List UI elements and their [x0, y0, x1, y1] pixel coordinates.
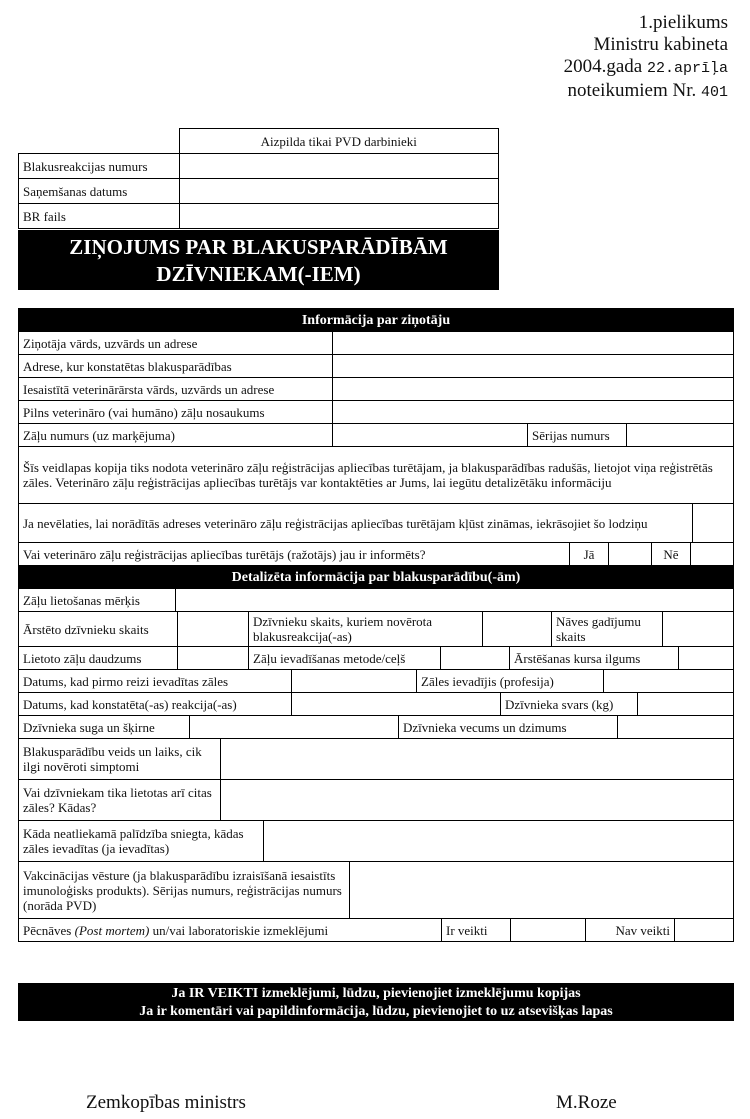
postmortem-label-b: (Post mortem) — [74, 922, 150, 938]
informed-yes-box[interactable] — [609, 543, 652, 566]
informed-no-box[interactable] — [691, 543, 734, 566]
vaccination-field[interactable] — [350, 862, 734, 919]
pvd-input-br-number[interactable] — [179, 154, 499, 179]
postmortem-done-box[interactable] — [511, 919, 586, 942]
narrative-table — [18, 738, 734, 821]
other-drugs-field[interactable] — [221, 780, 734, 821]
optout-table — [18, 503, 734, 543]
informed-yes-label: Jā — [570, 543, 609, 566]
reaction-type-field[interactable] — [221, 739, 734, 780]
postmortem-not-done-label: Nav veikti — [586, 919, 675, 942]
annex-number: 401 — [700, 84, 728, 101]
first-aid-label: Kāda neatliekamā palīdzība sniegta, kādas zāles ievadītas (ja ievadītas) — [19, 821, 264, 862]
purpose-table — [18, 588, 734, 612]
pvd-label-br-number: Blakusreakcijas numurs — [19, 154, 180, 179]
annex-line-4 — [564, 80, 728, 104]
pvd-input-br-file[interactable] — [179, 204, 499, 229]
amount-field[interactable] — [178, 647, 249, 670]
reporter-name-label: Ziņotāja vārds, uzvārds un adrese — [19, 332, 333, 355]
footer-line-2: Ja ir komentāri vai papildinformācija, lūdzu, pievienojiet to uz atsevišķas lapas — [139, 1004, 613, 1019]
deaths-count-field[interactable] — [663, 612, 734, 647]
deaths-count-label: Nāves gadījumu skaits — [552, 612, 663, 647]
vet-field[interactable] — [333, 378, 734, 401]
annex-line-3 — [564, 56, 728, 80]
product-name-field[interactable] — [333, 401, 734, 424]
postmortem-label-c: un/vai laboratoriskie izmeklējumi — [149, 922, 329, 938]
purpose-label: Zāļu lietošanas mērķis — [19, 589, 176, 612]
reaction-date-field[interactable] — [292, 693, 501, 716]
reporter-name-field[interactable] — [333, 332, 734, 355]
reacted-count-field[interactable] — [483, 612, 552, 647]
signature-name: M.Roze — [556, 1092, 617, 1113]
counts-table — [18, 611, 734, 647]
annex-line-3-prefix: 2004.gada — [563, 56, 643, 77]
postmortem-label — [19, 919, 442, 942]
age-field[interactable] — [618, 716, 734, 739]
administrator-label: Zāles ievadījis (profesija) — [417, 670, 604, 693]
amount-label: Lietoto zāļu daudzums — [19, 647, 178, 670]
form-title-line-2: DZĪVNIEKAM(-IEM) — [156, 262, 361, 286]
treated-count-field[interactable] — [178, 612, 249, 647]
purpose-field[interactable] — [176, 589, 734, 612]
pvd-label-br-file: BR fails — [19, 204, 180, 229]
reaction-address-field[interactable] — [333, 355, 734, 378]
species-table — [18, 715, 734, 739]
pvd-header: Aizpilda tikai PVD darbinieki — [179, 129, 499, 154]
pvd-input-received-date[interactable] — [179, 179, 499, 204]
species-label: Dzīvnieka suga un šķirne — [19, 716, 190, 739]
reaction-date-table — [18, 692, 734, 716]
pvd-label-received-date: Saņemšanas datums — [19, 179, 180, 204]
first-aid-table — [18, 820, 734, 862]
annex-date: 22.aprīļa — [646, 60, 728, 77]
form-title — [18, 230, 499, 290]
reporter-table — [18, 308, 734, 504]
first-date-label: Datums, kad pirmo reizi ievadītas zāles — [19, 670, 292, 693]
first-aid-field[interactable] — [264, 821, 734, 862]
series-number-label: Sērijas numurs — [528, 424, 627, 447]
details-header-table — [18, 565, 734, 589]
product-name-label: Pilns veterināro (vai humāno) zāļu nosaukums — [19, 401, 333, 424]
method-label: Zāļu ievadīšanas metode/ceļš — [249, 647, 441, 670]
pvd-office-table — [18, 128, 499, 229]
form-title-line-1: ZIŅOJUMS PAR BLAKUSPARĀDĪBĀM — [69, 235, 448, 259]
footer-instructions — [18, 983, 734, 1021]
annex-line-4-prefix: noteikumiem Nr. — [567, 80, 697, 101]
informed-no-label: Nē — [652, 543, 691, 566]
product-number-label: Zāļu numurs (uz marķējuma) — [19, 424, 333, 447]
vaccination-label: Vakcinācijas vēsture (ja blakusparādību izraisīšanā iesaistīts imunoloģisks produkts). Sērijas numurs, reģistrācijas numurs (norāda PVD) — [19, 862, 350, 919]
postmortem-table — [18, 918, 734, 942]
amount-table — [18, 646, 734, 670]
reaction-type-label: Blakusparādību veids un laiks, cik ilgi novēroti simptomi — [19, 739, 221, 780]
reporter-section-header: Informācija par ziņotāju — [19, 309, 734, 332]
vet-label: Iesaistītā veterinārārsta vārds, uzvārds un adrese — [19, 378, 333, 401]
first-date-table — [18, 669, 734, 693]
first-date-field[interactable] — [292, 670, 417, 693]
postmortem-not-done-box[interactable] — [675, 919, 734, 942]
series-number-field[interactable] — [627, 424, 734, 447]
postmortem-done-label: Ir veikti — [442, 919, 511, 942]
product-number-field[interactable] — [333, 424, 528, 447]
species-field[interactable] — [190, 716, 399, 739]
course-label: Ārstēšanas kursa ilgums — [510, 647, 679, 670]
other-drugs-label: Vai dzīvniekam tika lietotas arī citas zāles? Kādas? — [19, 780, 221, 821]
annex-line-2: Ministru kabineta — [593, 34, 728, 55]
optout-checkbox[interactable] — [693, 504, 734, 543]
signature-role: Zemkopības ministrs — [86, 1092, 246, 1113]
reacted-count-label: Dzīvnieku skaits, kuriem novērota blakusreakcija(-as) — [249, 612, 483, 647]
copy-notice: Šīs veidlapas kopija tiks nodota veterināro zāļu reģistrācijas apliecības turētājam, ja blakusparādības radušās, lietojot viņa reģistrētās zāles. Veterināro zāļu reģistrācijas apliecības turētājs var kontaktēties ar Jums, lai iegūtu detalizētāku informāciju — [19, 447, 734, 504]
treated-count-label: Ārstēto dzīvnieku skaits — [19, 612, 178, 647]
footer-line-1: Ja IR VEIKTI izmeklējumi, lūdzu, pievienojiet izmeklējumu kopijas — [171, 986, 581, 1001]
optout-label: Ja nevēlaties, lai norādītās adreses veterināro zāļu reģistrācijas apliecības turētājam kļūst zināmas, iekrāsojiet šo lodziņu — [19, 504, 693, 543]
course-field[interactable] — [679, 647, 734, 670]
report-form — [18, 308, 734, 942]
administrator-field[interactable] — [604, 670, 734, 693]
vaccination-table — [18, 861, 734, 919]
weight-field[interactable] — [638, 693, 734, 716]
age-label: Dzīvnieka vecums un dzimums — [399, 716, 618, 739]
postmortem-label-a: Pēcnāves — [23, 922, 75, 938]
details-section-header: Detalizēta informācija par blakusparādību(-ām) — [19, 566, 734, 589]
informed-label: Vai veterināro zāļu reģistrācijas apliecības turētājs (ražotājs) jau ir informēts? — [19, 543, 570, 566]
annex-header — [564, 12, 728, 104]
annex-line-1: 1.pielikums — [638, 12, 728, 33]
pvd-blank-cell — [19, 129, 180, 154]
method-field[interactable] — [441, 647, 510, 670]
weight-label: Dzīvnieka svars (kg) — [501, 693, 638, 716]
reaction-date-label: Datums, kad konstatēta(-as) reakcija(-as) — [19, 693, 292, 716]
informed-table — [18, 542, 734, 566]
reaction-address-label: Adrese, kur konstatētas blakusparādības — [19, 355, 333, 378]
